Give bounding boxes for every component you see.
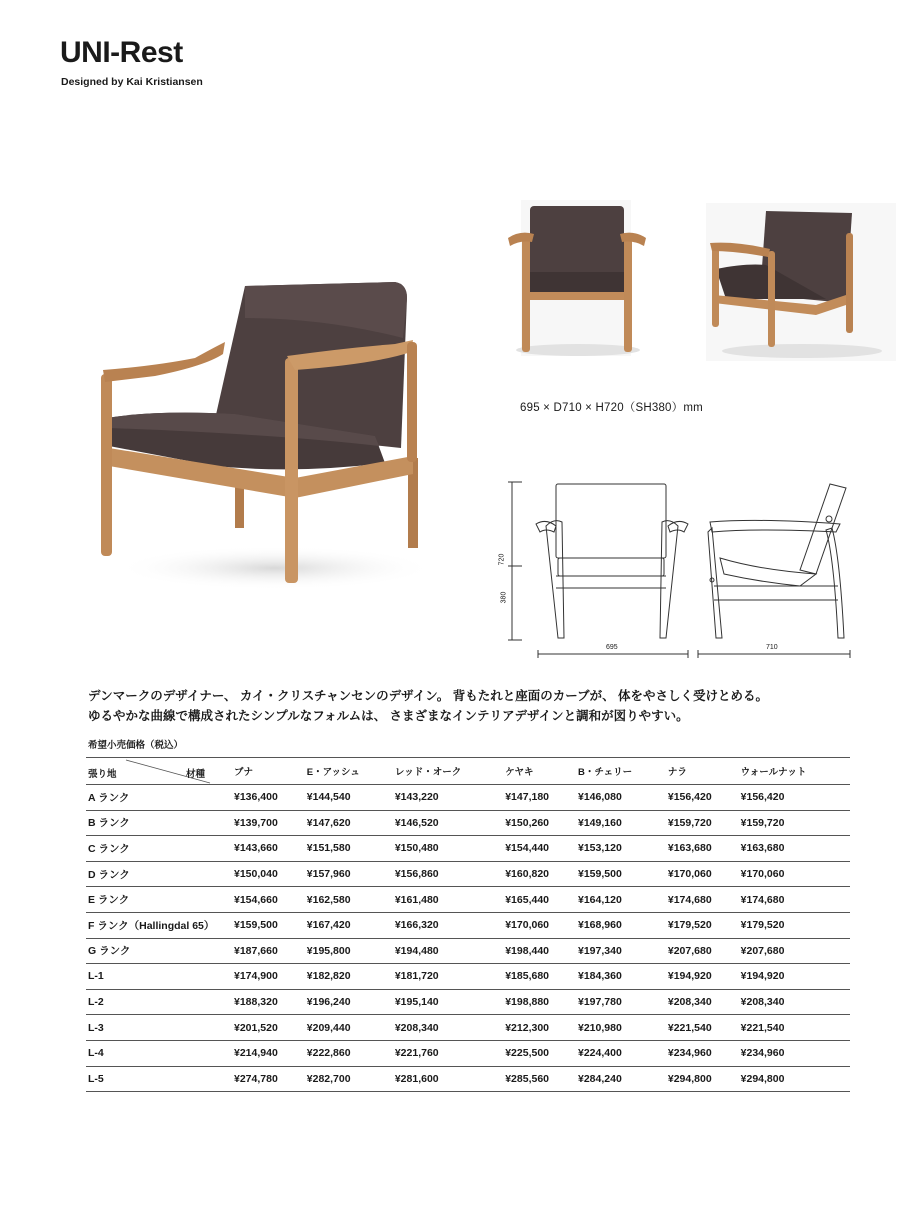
table-row	[86, 912, 850, 938]
rank-cell: D ランク	[86, 861, 234, 887]
price-cell: ¥274,780	[234, 1066, 307, 1092]
dim-label-seat-height: 380	[500, 591, 508, 604]
column-header: ブナ	[234, 758, 307, 785]
price-cell: ¥184,360	[578, 964, 668, 990]
price-cell: ¥167,420	[307, 912, 395, 938]
price-cell: ¥174,680	[741, 887, 850, 913]
column-header: ナラ	[668, 758, 741, 785]
corner-header	[86, 758, 234, 785]
price-cell: ¥160,820	[505, 861, 578, 887]
price-cell: ¥170,060	[668, 861, 741, 887]
price-cell: ¥198,440	[505, 938, 578, 964]
price-cell: ¥174,680	[668, 887, 741, 913]
rank-cell: L-1	[86, 964, 234, 990]
price-cell: ¥168,960	[578, 912, 668, 938]
price-cell: ¥144,540	[307, 785, 395, 811]
price-cell: ¥156,420	[741, 785, 850, 811]
table-row	[86, 964, 850, 990]
price-cell: ¥196,240	[307, 989, 395, 1015]
price-cell: ¥170,060	[741, 861, 850, 887]
price-cell: ¥159,720	[668, 810, 741, 836]
price-cell: ¥195,140	[395, 989, 505, 1015]
price-table	[86, 757, 850, 1092]
rank-cell: F ランク（Hallingdal 65）	[86, 912, 234, 938]
rank-cell: A ランク	[86, 785, 234, 811]
price-cell: ¥221,760	[395, 1040, 505, 1066]
price-cell: ¥294,800	[668, 1066, 741, 1092]
table-row	[86, 861, 850, 887]
price-cell: ¥159,500	[234, 912, 307, 938]
price-cell: ¥207,680	[741, 938, 850, 964]
price-cell: ¥208,340	[668, 989, 741, 1015]
price-cell: ¥212,300	[505, 1015, 578, 1041]
price-cell: ¥136,400	[234, 785, 307, 811]
designer-credit: Designed by Kai Kristiansen	[61, 76, 203, 88]
rank-cell: L-4	[86, 1040, 234, 1066]
chair-photo-main	[95, 278, 435, 593]
price-cell: ¥197,780	[578, 989, 668, 1015]
price-cell: ¥163,680	[668, 836, 741, 862]
price-cell: ¥222,860	[307, 1040, 395, 1066]
price-cell: ¥187,660	[234, 938, 307, 964]
price-cell: ¥225,500	[505, 1040, 578, 1066]
price-cell: ¥182,820	[307, 964, 395, 990]
price-cell: ¥221,540	[741, 1015, 850, 1041]
product-title: UNI-Rest	[60, 36, 183, 69]
price-cell: ¥209,440	[307, 1015, 395, 1041]
price-cell: ¥285,560	[505, 1066, 578, 1092]
table-row	[86, 810, 850, 836]
price-cell: ¥181,720	[395, 964, 505, 990]
rank-cell: L-2	[86, 989, 234, 1015]
price-cell: ¥284,240	[578, 1066, 668, 1092]
rank-cell: B ランク	[86, 810, 234, 836]
rank-cell: L-3	[86, 1015, 234, 1041]
price-cell: ¥166,320	[395, 912, 505, 938]
price-cell: ¥165,440	[505, 887, 578, 913]
price-table-header	[86, 758, 850, 785]
dim-label-width: 695	[606, 644, 618, 651]
table-row	[86, 836, 850, 862]
column-header: ウォールナット	[741, 758, 850, 785]
price-cell: ¥214,940	[234, 1040, 307, 1066]
price-cell: ¥153,120	[578, 836, 668, 862]
price-cell: ¥282,700	[307, 1066, 395, 1092]
price-cell: ¥194,920	[741, 964, 850, 990]
price-cell: ¥188,320	[234, 989, 307, 1015]
table-row	[86, 1066, 850, 1092]
price-cell: ¥174,900	[234, 964, 307, 990]
price-cell: ¥294,800	[741, 1066, 850, 1092]
price-cell: ¥150,480	[395, 836, 505, 862]
price-cell: ¥143,660	[234, 836, 307, 862]
price-cell: ¥154,440	[505, 836, 578, 862]
rank-cell: L-5	[86, 1066, 234, 1092]
price-caption: 希望小売価格（税込）	[88, 740, 184, 751]
table-row	[86, 1040, 850, 1066]
dimensions-text: 695 × D710 × H720（SH380）mm	[520, 402, 703, 414]
price-cell: ¥154,660	[234, 887, 307, 913]
price-cell: ¥150,260	[505, 810, 578, 836]
price-cell: ¥234,960	[741, 1040, 850, 1066]
dim-label-height: 720	[498, 553, 506, 566]
price-cell: ¥198,880	[505, 989, 578, 1015]
price-cell: ¥221,540	[668, 1015, 741, 1041]
wood-header: 材種	[186, 769, 206, 780]
price-cell: ¥179,520	[668, 912, 741, 938]
price-cell: ¥208,340	[741, 989, 850, 1015]
price-cell: ¥159,500	[578, 861, 668, 887]
column-header: ケヤキ	[505, 758, 578, 785]
chair-photo-back	[706, 203, 896, 363]
price-cell: ¥150,040	[234, 861, 307, 887]
price-cell: ¥146,520	[395, 810, 505, 836]
table-row	[86, 989, 850, 1015]
rank-cell: E ランク	[86, 887, 234, 913]
price-cell: ¥161,480	[395, 887, 505, 913]
price-cell: ¥185,680	[505, 964, 578, 990]
price-cell: ¥224,400	[578, 1040, 668, 1066]
column-header: B・チェリー	[578, 758, 668, 785]
price-cell: ¥195,800	[307, 938, 395, 964]
price-cell: ¥139,700	[234, 810, 307, 836]
price-cell: ¥149,160	[578, 810, 668, 836]
price-cell: ¥208,340	[395, 1015, 505, 1041]
description-line-2: ゆるやかな曲線で構成されたシンプルなフォルムは、 さまざまなインテリアデザインと調和が図りやすい。	[88, 709, 689, 723]
price-cell: ¥281,600	[395, 1066, 505, 1092]
column-header: E・アッシュ	[307, 758, 395, 785]
price-cell: ¥197,340	[578, 938, 668, 964]
price-cell: ¥156,860	[395, 861, 505, 887]
price-cell: ¥163,680	[741, 836, 850, 862]
dim-label-depth: 710	[766, 644, 778, 651]
price-cell: ¥151,580	[307, 836, 395, 862]
price-cell: ¥164,120	[578, 887, 668, 913]
price-cell: ¥170,060	[505, 912, 578, 938]
column-header: レッド・オーク	[395, 758, 505, 785]
chair-photo-front	[506, 200, 646, 360]
description-line-1: デンマークのデザイナー、 カイ・クリスチャンセンのデザイン。 背もたれと座面のカーブが、 体をやさしく受けとめる。	[88, 689, 769, 703]
price-cell: ¥234,960	[668, 1040, 741, 1066]
price-cell: ¥156,420	[668, 785, 741, 811]
price-cell: ¥179,520	[741, 912, 850, 938]
table-row	[86, 887, 850, 913]
price-cell: ¥194,480	[395, 938, 505, 964]
price-cell: ¥143,220	[395, 785, 505, 811]
technical-drawing	[500, 478, 860, 665]
table-row	[86, 938, 850, 964]
rank-cell: G ランク	[86, 938, 234, 964]
price-cell: ¥207,680	[668, 938, 741, 964]
rank-cell: C ランク	[86, 836, 234, 862]
price-cell: ¥210,980	[578, 1015, 668, 1041]
price-cell: ¥147,180	[505, 785, 578, 811]
price-cell: ¥201,520	[234, 1015, 307, 1041]
price-cell: ¥147,620	[307, 810, 395, 836]
price-cell: ¥162,580	[307, 887, 395, 913]
fabric-header: 張り地	[88, 769, 117, 780]
price-cell: ¥146,080	[578, 785, 668, 811]
price-cell: ¥159,720	[741, 810, 850, 836]
table-row	[86, 1015, 850, 1041]
product-description	[88, 686, 868, 726]
price-cell: ¥157,960	[307, 861, 395, 887]
table-row	[86, 785, 850, 811]
price-cell: ¥194,920	[668, 964, 741, 990]
